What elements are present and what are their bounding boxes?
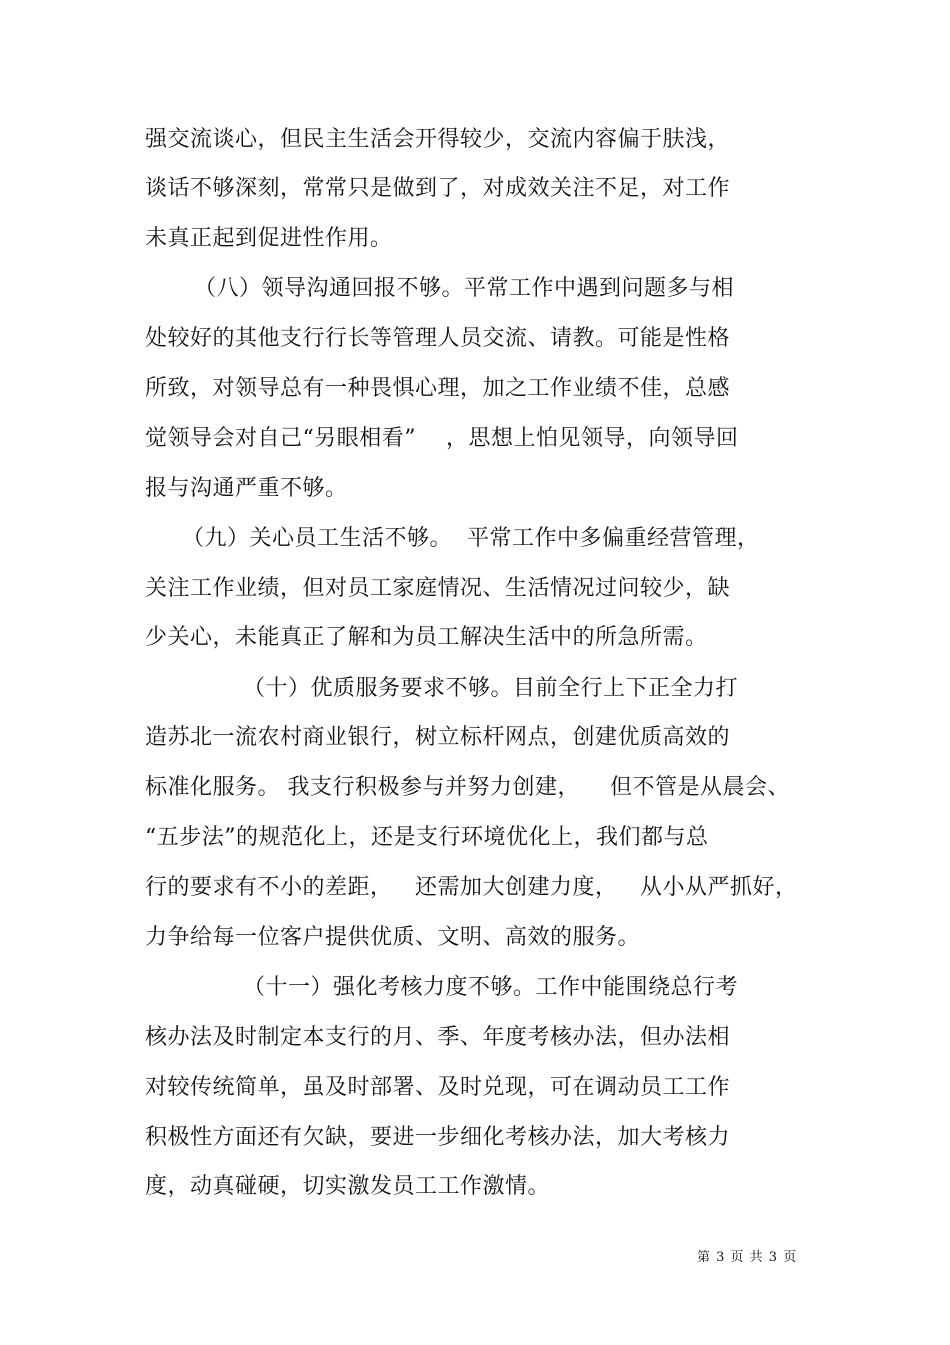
- text-line: 力争给每一位客户提供优质、文明、高效的服务。: [145, 925, 641, 950]
- text-line: 行的要求有不小的差距， 还需加大创建力度， 从小从严抓好，: [145, 875, 798, 900]
- text-line: 积极性方面还有欠缺，要进一步细化考核办法，加大考核力: [145, 1125, 731, 1150]
- text-line: 处较好的其他支行行长等管理人员交流、请教。可能是性格: [145, 326, 731, 351]
- section-heading-line: （八）领导沟通回报不够。平常工作中遇到问题多与相: [194, 276, 735, 301]
- text-line: 所致，对领导总有一种畏惧心理，加之工作业绩不佳，总感: [145, 376, 731, 401]
- text-line: 标准化服务。 我支行积极参与并努力创建， 但不管是从晨会、: [145, 775, 790, 800]
- page-number-footer: 第 3 页 共 3 页: [697, 1250, 798, 1265]
- text-line: 核办法及时制定本支行的月、季、年度考核办法，但办法相: [145, 1025, 731, 1050]
- text-line: 度，动真碰硬，切实激发员工工作激情。: [145, 1174, 551, 1199]
- text-line: 造苏北一流农村商业银行，树立标杆网点，创建优质高效的: [145, 725, 731, 750]
- text-line: 对较传统简单，虽及时部署、及时兑现，可在调动员工工作: [145, 1075, 731, 1100]
- text-line: “五步法”的规范化上，还是支行环境优化上，我们都与总: [145, 825, 709, 850]
- section-heading-line: （九）关心员工生活不够。 平常工作中多偏重经营管理，: [182, 526, 760, 551]
- section-heading-line: （十一）强化考核力度不够。工作中能围绕总行考: [243, 975, 739, 1000]
- text-line: 关注工作业绩，但对员工家庭情况、生活情况过问较少，缺: [145, 576, 731, 601]
- text-line: 谈话不够深刻，常常只是做到了，对成效关注不足，对工作: [145, 176, 731, 201]
- text-line: 觉领导会对自己“另眼相看” ，思想上怕见领导，向领导回: [145, 426, 739, 451]
- text-line: 强交流谈心，但民主生活会开得较少，交流内容偏于肤浅，: [145, 127, 731, 152]
- text-line: 报与沟通严重不够。: [145, 476, 348, 501]
- text-line: 未真正起到促进性作用。: [145, 226, 393, 251]
- section-heading-line: （十）优质服务要求不够。目前全行上下正全力打: [243, 676, 739, 701]
- text-line: 少关心，未能真正了解和为员工解决生活中的所急所需。: [145, 625, 708, 650]
